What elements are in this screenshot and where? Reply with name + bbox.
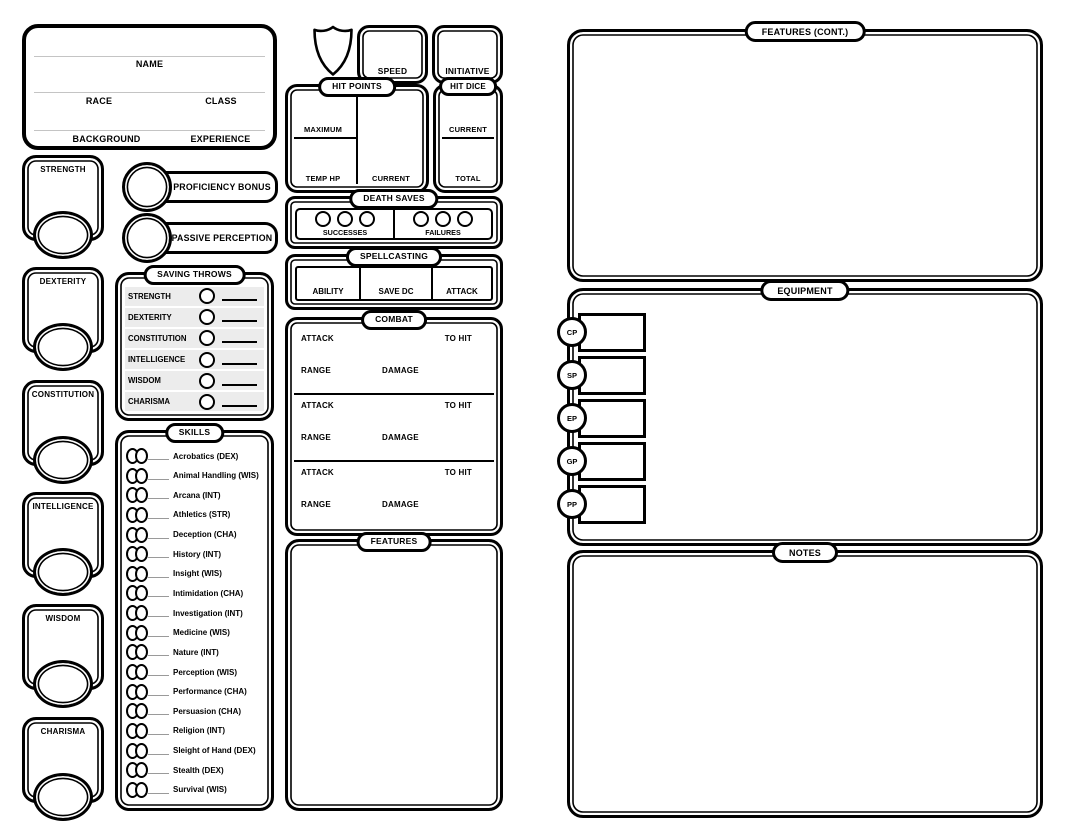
skill-modifier-line[interactable]: [148, 616, 169, 617]
class-label: CLASS: [205, 96, 237, 106]
passive-perception-label: PASSIVE PERCEPTION: [171, 233, 273, 243]
saving-throws-title: SAVING THROWS: [143, 265, 246, 285]
range-label: RANGE: [301, 366, 331, 375]
features-content-area[interactable]: [296, 552, 492, 800]
skill-proficiency-circles[interactable]: [126, 448, 148, 464]
saving-throw-label: DEXTERITY: [128, 312, 172, 322]
saving-throw-proficiency-circle[interactable]: [199, 352, 215, 368]
saving-throw-row: [125, 308, 264, 327]
skill-row: [126, 702, 266, 720]
background-experience-underline: [34, 130, 265, 131]
saving-throw-proficiency-circle[interactable]: [199, 309, 215, 325]
skill-row: [126, 624, 266, 642]
ability-block-charisma: [22, 717, 104, 803]
death-saves-title: DEATH SAVES: [349, 189, 438, 209]
skill-proficiency-circles[interactable]: [126, 487, 148, 503]
saving-throw-row: [125, 287, 264, 306]
skill-label: Deception (CHA): [173, 530, 237, 540]
ability-label: STRENGTH: [40, 165, 86, 174]
proficiency-bonus-circle[interactable]: [122, 162, 172, 212]
death-saves-failures: [395, 210, 491, 238]
spellcasting-ability-label: ABILITY: [312, 287, 344, 296]
character-info-box: [22, 24, 277, 150]
skill-modifier-line[interactable]: [148, 793, 169, 794]
skill-row: [126, 781, 266, 799]
skill-label: Insight (WIS): [173, 569, 222, 579]
race-class-underline: [34, 92, 265, 93]
skill-label: Perception (WIS): [173, 667, 238, 677]
skill-row: [126, 722, 266, 740]
saving-throws-rows: [125, 287, 264, 411]
skill-label: Investigation (INT): [173, 608, 243, 618]
skill-proficiency-circles[interactable]: [126, 703, 148, 719]
to-hit-label: TO HIT: [444, 468, 472, 477]
combat-rows: [294, 328, 494, 527]
ability-label: CONSTITUTION: [31, 390, 95, 399]
features-cont-box: [567, 26, 1043, 282]
skill-proficiency-circles[interactable]: [126, 762, 148, 778]
speed-box[interactable]: [357, 25, 428, 84]
combat-title: COMBAT: [361, 310, 427, 330]
gp-amount-box[interactable]: [578, 442, 646, 481]
experience-label: EXPERIENCE: [190, 134, 251, 144]
saving-throw-modifier-line[interactable]: [222, 363, 257, 365]
saving-throw-proficiency-circle[interactable]: [199, 330, 215, 346]
skill-row: [126, 643, 266, 661]
skill-proficiency-circles[interactable]: [126, 664, 148, 680]
death-saves-frame: [295, 208, 493, 240]
skill-proficiency-circles[interactable]: [126, 605, 148, 621]
hit-points-title: HIT POINTS: [318, 77, 396, 97]
ability-modifier-oval[interactable]: [33, 773, 93, 821]
hit-dice-current-label: CURRENT: [448, 125, 488, 134]
range-label: RANGE: [301, 500, 331, 509]
damage-label: DAMAGE: [382, 366, 419, 375]
saving-throw-proficiency-circle[interactable]: [199, 288, 215, 304]
skill-modifier-line[interactable]: [148, 714, 169, 715]
saving-throw-modifier-line[interactable]: [222, 299, 257, 301]
skill-proficiency-circles[interactable]: [126, 625, 148, 641]
hit-dice-total-label: TOTAL: [455, 174, 481, 183]
skill-modifier-line[interactable]: [148, 655, 169, 656]
skill-label: Athletics (STR): [173, 510, 231, 520]
skill-modifier-line[interactable]: [148, 577, 169, 578]
coin-pp: PP: [557, 489, 587, 519]
spellcasting-ability-cell[interactable]: [297, 268, 359, 299]
successes-label: SUCCESSES: [322, 228, 368, 237]
skill-label: Acrobatics (DEX): [173, 451, 239, 461]
initiative-label: INITIATIVE: [445, 66, 490, 76]
failures-label: FAILURES: [425, 228, 461, 237]
death-saves-successes: [297, 210, 395, 238]
saving-throw-label: INTELLIGENCE: [128, 355, 186, 365]
skill-proficiency-circles[interactable]: [126, 585, 148, 601]
saving-throw-label: STRENGTH: [128, 291, 171, 301]
skill-label: Nature (INT): [173, 647, 219, 657]
skill-modifier-line[interactable]: [148, 636, 169, 637]
skill-row: [126, 467, 266, 485]
skill-proficiency-circles[interactable]: [126, 566, 148, 582]
hp-maximum-field[interactable]: [294, 93, 354, 125]
skill-row: [126, 486, 266, 504]
ability-modifier-oval[interactable]: [33, 323, 93, 371]
skill-row: [126, 584, 266, 602]
hp-current-field[interactable]: [360, 93, 420, 167]
skill-label: Stealth (DEX): [173, 765, 224, 775]
saving-throw-modifier-line[interactable]: [222, 341, 257, 343]
skill-modifier-line[interactable]: [148, 479, 169, 480]
skill-proficiency-circles[interactable]: [126, 644, 148, 660]
attack-entry[interactable]: [294, 328, 494, 395]
notes-title: NOTES: [772, 542, 838, 563]
hit-dice-total-field[interactable]: [441, 141, 495, 167]
skill-proficiency-circles[interactable]: [126, 743, 148, 759]
damage-label: DAMAGE: [382, 500, 419, 509]
spellcasting-box: [285, 251, 503, 310]
skill-row: [126, 761, 266, 779]
range-label: RANGE: [301, 433, 331, 442]
skill-row: [126, 447, 266, 465]
saving-throw-row: [125, 392, 264, 411]
ability-block-dexterity: [22, 267, 104, 353]
features-title: FEATURES: [357, 532, 432, 552]
background-label: BACKGROUND: [72, 134, 141, 144]
spellcasting-frame: [295, 266, 493, 301]
proficiency-bonus-label: PROFICIENCY BONUS: [173, 182, 271, 192]
spellcasting-save-dc-label: SAVE DC: [378, 287, 414, 296]
saving-throw-label: CHARISMA: [128, 397, 171, 407]
skill-label: Animal Handling (WIS): [173, 471, 259, 481]
skills-rows: [126, 447, 266, 799]
notes-box: [567, 547, 1043, 818]
race-label: RACE: [85, 96, 113, 106]
skill-row: [126, 565, 266, 583]
speed-label: SPEED: [377, 66, 408, 76]
ability-label: DEXTERITY: [39, 277, 87, 286]
saving-throw-modifier-line[interactable]: [222, 320, 257, 322]
features-cont-content-area[interactable]: [580, 44, 1030, 269]
ability-block-strength: [22, 155, 104, 241]
ability-modifier-oval[interactable]: [33, 211, 93, 259]
saving-throw-row: [125, 371, 264, 390]
ability-block-intelligence: [22, 492, 104, 578]
skill-row: [126, 526, 266, 544]
attack-entry[interactable]: [294, 462, 494, 527]
spellcasting-attack-cell[interactable]: [433, 268, 491, 299]
equipment-title: EQUIPMENT: [760, 280, 849, 301]
skill-modifier-line[interactable]: [148, 596, 169, 597]
skill-row: [126, 545, 266, 563]
damage-label: DAMAGE: [382, 433, 419, 442]
spellcasting-attack-label: ATTACK: [446, 287, 478, 296]
skill-modifier-line[interactable]: [148, 734, 169, 735]
skill-label: Survival (WIS): [173, 785, 227, 795]
skill-label: Arcana (INT): [173, 490, 221, 500]
skill-modifier-line[interactable]: [148, 754, 169, 755]
hit-dice-box: [433, 84, 503, 193]
hp-current-label: CURRENT: [371, 174, 411, 183]
saving-throw-label: CONSTITUTION: [128, 333, 187, 343]
saving-throw-modifier-line[interactable]: [222, 405, 257, 407]
skill-row: [126, 742, 266, 760]
spellcasting-save-dc-cell[interactable]: [359, 268, 433, 299]
saving-throw-proficiency-circle[interactable]: [199, 373, 215, 389]
features-cont-title: FEATURES (CONT.): [745, 21, 866, 42]
skill-label: Religion (INT): [173, 726, 225, 736]
coin-gp: GP: [557, 446, 587, 476]
ability-block-wisdom: [22, 604, 104, 690]
equipment-box: [566, 285, 1043, 546]
initiative-box[interactable]: [432, 25, 503, 84]
sp-amount-box[interactable]: [578, 356, 646, 395]
skill-label: Performance (CHA): [173, 687, 247, 697]
coin-ep: EP: [557, 403, 587, 433]
hit-points-horizontal-divider: [294, 137, 356, 139]
attack-entry[interactable]: [294, 395, 494, 462]
name-underline: [34, 56, 265, 57]
skill-label: Persuasion (CHA): [173, 706, 242, 716]
ability-modifier-oval[interactable]: [33, 436, 93, 484]
saving-throw-label: WISDOM: [128, 376, 161, 386]
hit-points-vertical-divider: [356, 93, 358, 184]
failure-circles[interactable]: [413, 211, 473, 227]
skill-modifier-line[interactable]: [148, 695, 169, 696]
ability-block-constitution: [22, 380, 104, 466]
notes-content-area[interactable]: [580, 565, 1030, 805]
death-saves-box: [285, 193, 503, 249]
skill-modifier-line[interactable]: [148, 773, 169, 774]
to-hit-label: TO HIT: [444, 401, 472, 410]
skills-box: [115, 427, 274, 811]
skill-label: Medicine (WIS): [173, 628, 230, 638]
skill-row: [126, 683, 266, 701]
cp-amount-box[interactable]: [578, 313, 646, 352]
saving-throw-modifier-line[interactable]: [222, 384, 257, 386]
coin-sp: SP: [557, 360, 587, 390]
skill-row: [126, 506, 266, 524]
hit-dice-divider: [442, 137, 494, 139]
skill-modifier-line[interactable]: [148, 675, 169, 676]
to-hit-label: TO HIT: [444, 334, 472, 343]
skill-label: Intimidation (CHA): [173, 588, 244, 598]
ability-label: CHARISMA: [40, 727, 86, 736]
skill-modifier-line[interactable]: [148, 518, 169, 519]
skill-proficiency-circles[interactable]: [126, 507, 148, 523]
skill-proficiency-circles[interactable]: [126, 468, 148, 484]
ability-label: WISDOM: [45, 614, 81, 623]
name-field[interactable]: [30, 30, 269, 55]
skill-modifier-line[interactable]: [148, 538, 169, 539]
skill-row: [126, 604, 266, 622]
armor-class-shield-icon[interactable]: [310, 23, 356, 79]
attack-label: ATTACK: [301, 334, 334, 343]
hit-points-box: [285, 81, 429, 193]
skill-proficiency-circles[interactable]: [126, 684, 148, 700]
features-box: [285, 536, 503, 811]
attack-label: ATTACK: [301, 401, 334, 410]
skill-modifier-line[interactable]: [148, 498, 169, 499]
saving-throws-box: [115, 269, 274, 421]
saving-throw-row: [125, 350, 264, 369]
ability-modifier-oval[interactable]: [33, 548, 93, 596]
ability-label: INTELLIGENCE: [32, 502, 94, 511]
saving-throw-row: [125, 329, 264, 348]
hit-dice-current-field[interactable]: [441, 92, 495, 125]
skill-label: History (INT): [173, 549, 221, 559]
spellcasting-title: SPELLCASTING: [346, 247, 442, 267]
skills-title: SKILLS: [165, 423, 224, 443]
skill-modifier-line[interactable]: [148, 459, 169, 460]
hp-maximum-label: MAXIMUM: [303, 125, 343, 134]
passive-perception-circle[interactable]: [122, 213, 172, 263]
hp-temp-field[interactable]: [294, 141, 354, 167]
attack-label: ATTACK: [301, 468, 334, 477]
skill-label: Sleight of Hand (DEX): [173, 746, 256, 756]
skill-modifier-line[interactable]: [148, 557, 169, 558]
name-label: NAME: [135, 59, 164, 69]
ability-modifier-oval[interactable]: [33, 660, 93, 708]
coin-cp: CP: [557, 317, 587, 347]
equipment-content-area[interactable]: [656, 303, 1030, 533]
skill-row: [126, 663, 266, 681]
hp-temp-label: TEMP HP: [305, 174, 341, 183]
skill-proficiency-circles[interactable]: [126, 527, 148, 543]
skill-proficiency-circles[interactable]: [126, 782, 148, 798]
skill-proficiency-circles[interactable]: [126, 723, 148, 739]
pp-amount-box[interactable]: [578, 485, 646, 524]
combat-box: [285, 314, 503, 536]
success-circles[interactable]: [315, 211, 375, 227]
skill-proficiency-circles[interactable]: [126, 546, 148, 562]
ep-amount-box[interactable]: [578, 399, 646, 438]
saving-throw-proficiency-circle[interactable]: [199, 394, 215, 410]
hit-dice-title: HIT DICE: [439, 77, 497, 96]
